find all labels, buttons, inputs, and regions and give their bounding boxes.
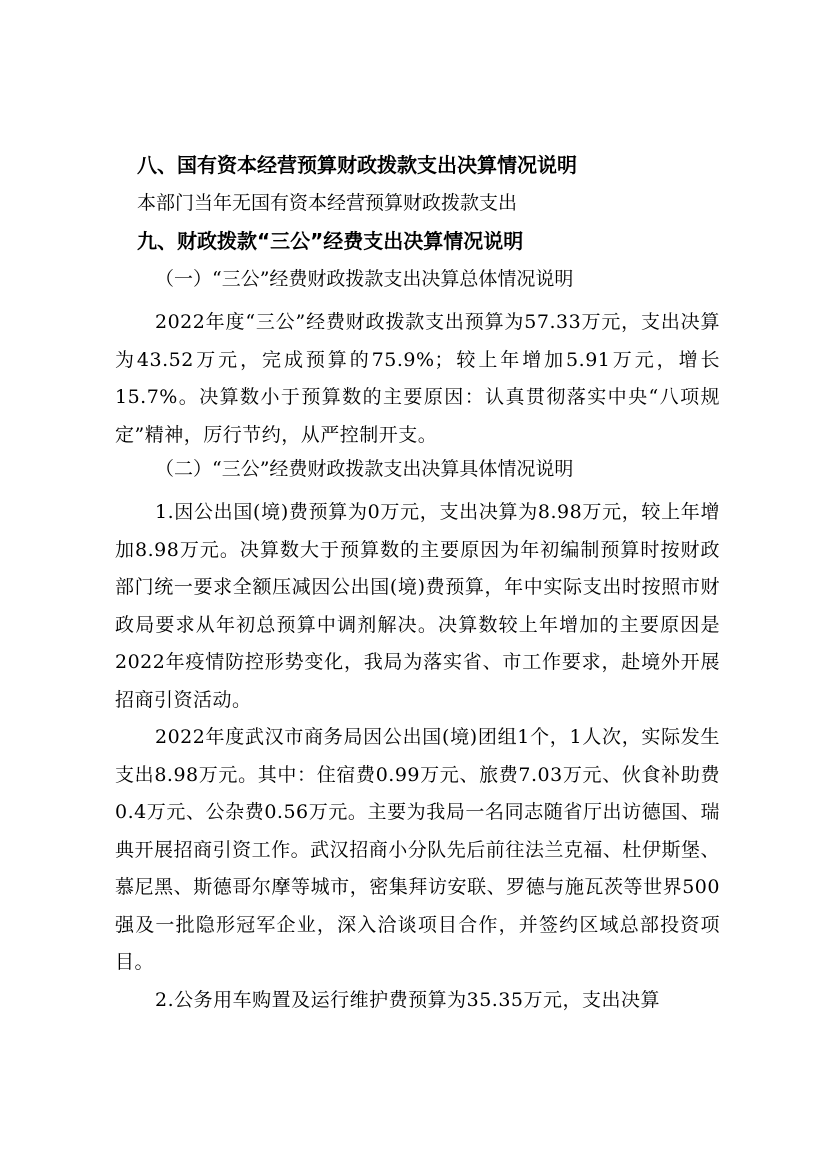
subsection-2-title: （二）“三公”经费财政拨款支出决算具体情况说明 (155, 458, 574, 480)
subsection-1-title: （一）“三公”经费财政拨款支出决算总体情况说明 (155, 268, 574, 290)
subsection-2-paragraph-2: 2022年度武汉市商务局因公出国(境)团组1个，1人次，实际发生支出8.98万元。其中：住宿费0.99万元、旅费7.03万元、伙食补助费0.4万元、公杂费0.56万元。主要为我局一名同志随省厅出访德国、瑞典开展招商引资工作。武汉招商小分队先后前往法兰克福、杜伊斯堡、慕尼黑、斯德哥尔摩等城市，密集拜访安联、罗德与施瓦茨等世界500强及一批隐形冠军企业，深入洽谈项目合作，并签约区域总部投资项目。 (115, 726, 720, 973)
section-8-body: 本部门当年无国有资本经营预算财政拨款支出 (137, 192, 518, 214)
document-body (115, 152, 720, 1019)
subsection-2-paragraph-1: 1.因公出国(境)费预算为0万元，支出决算为8.98万元，较上年增加8.98万元。决算数大于预算数的主要原因为年初编制预算时按财政部门统一要求全额压减因公出国(境)费预算，年中实际支出时按照市财政局要求从年初总预算中调剂解决。决算数较上年增加的主要原因是2022年疫情防控形势变化，我局为落实省、市工作要求，赴境外开展招商引资活动。 (115, 501, 720, 711)
section-9-title: 九、财政拨款“三公”经费支出决算情况说明 (137, 229, 524, 253)
section-8-title: 八、国有资本经营预算财政拨款支出决算情况说明 (137, 153, 577, 177)
subsection-2-paragraph-3: 2.公务用车购置及运行维护费预算为35.35万元，支出决算 (155, 988, 661, 1011)
subsection-1-paragraph: 2022年度“三公”经费财政拨款支出预算为57.33万元，支出决算为43.52万元，完成预算的75.9%；较上年增加5.91万元，增长15.7%。决算数小于预算数的主要原因：认真贯彻落实中央“八项规定”精神，厉行节约，从严控制开支。 (115, 311, 720, 446)
